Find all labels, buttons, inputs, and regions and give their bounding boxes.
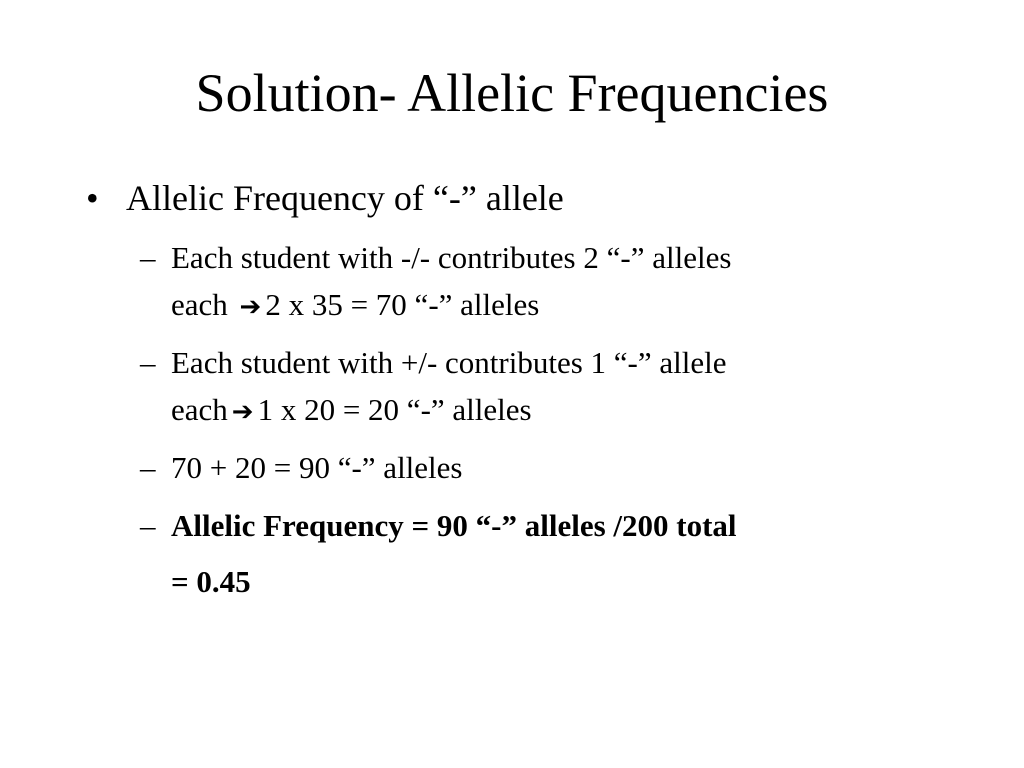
dash-marker: – xyxy=(140,240,156,275)
subitem-1 xyxy=(140,234,731,281)
bullet-item xyxy=(86,176,564,220)
subitem-2-line2-before: each xyxy=(171,392,228,427)
subitem-3 xyxy=(140,444,463,491)
subitem-1-line2-before: each xyxy=(171,287,236,322)
dash-marker: – xyxy=(140,450,156,485)
slide-title: Solution- Allelic Frequencies xyxy=(195,63,829,123)
subitem-3-line1: 70 + 20 = 90 “-” alleles xyxy=(171,450,463,485)
subitem-2-continuation xyxy=(171,386,532,436)
bullet-marker: • xyxy=(86,178,99,218)
bullet-text: Allelic Frequency of “-” allele xyxy=(126,178,564,218)
subitem-1-line2-after: 2 x 35 = 70 “-” alleles xyxy=(265,287,540,322)
subitem-4-result: = 0.45 xyxy=(171,564,251,599)
subitem-1-line1: Each student with -/- contributes 2 “-” alleles xyxy=(171,240,732,275)
subitem-4-line1: Allelic Frequency = 90 “-” alleles /200 total xyxy=(171,508,737,543)
dash-marker: – xyxy=(140,345,156,380)
subitem-2-line2-after: 1 x 20 = 20 “-” alleles xyxy=(257,392,532,427)
subitem-4 xyxy=(140,502,737,549)
right-arrow-icon: ➔ xyxy=(231,397,254,427)
subitem-2-line1: Each student with +/- contributes 1 “-” allele xyxy=(171,345,727,380)
subitem-2 xyxy=(140,339,727,386)
subitem-1-continuation xyxy=(171,281,539,331)
right-arrow-icon: ➔ xyxy=(239,292,262,322)
dash-marker: – xyxy=(140,508,156,543)
